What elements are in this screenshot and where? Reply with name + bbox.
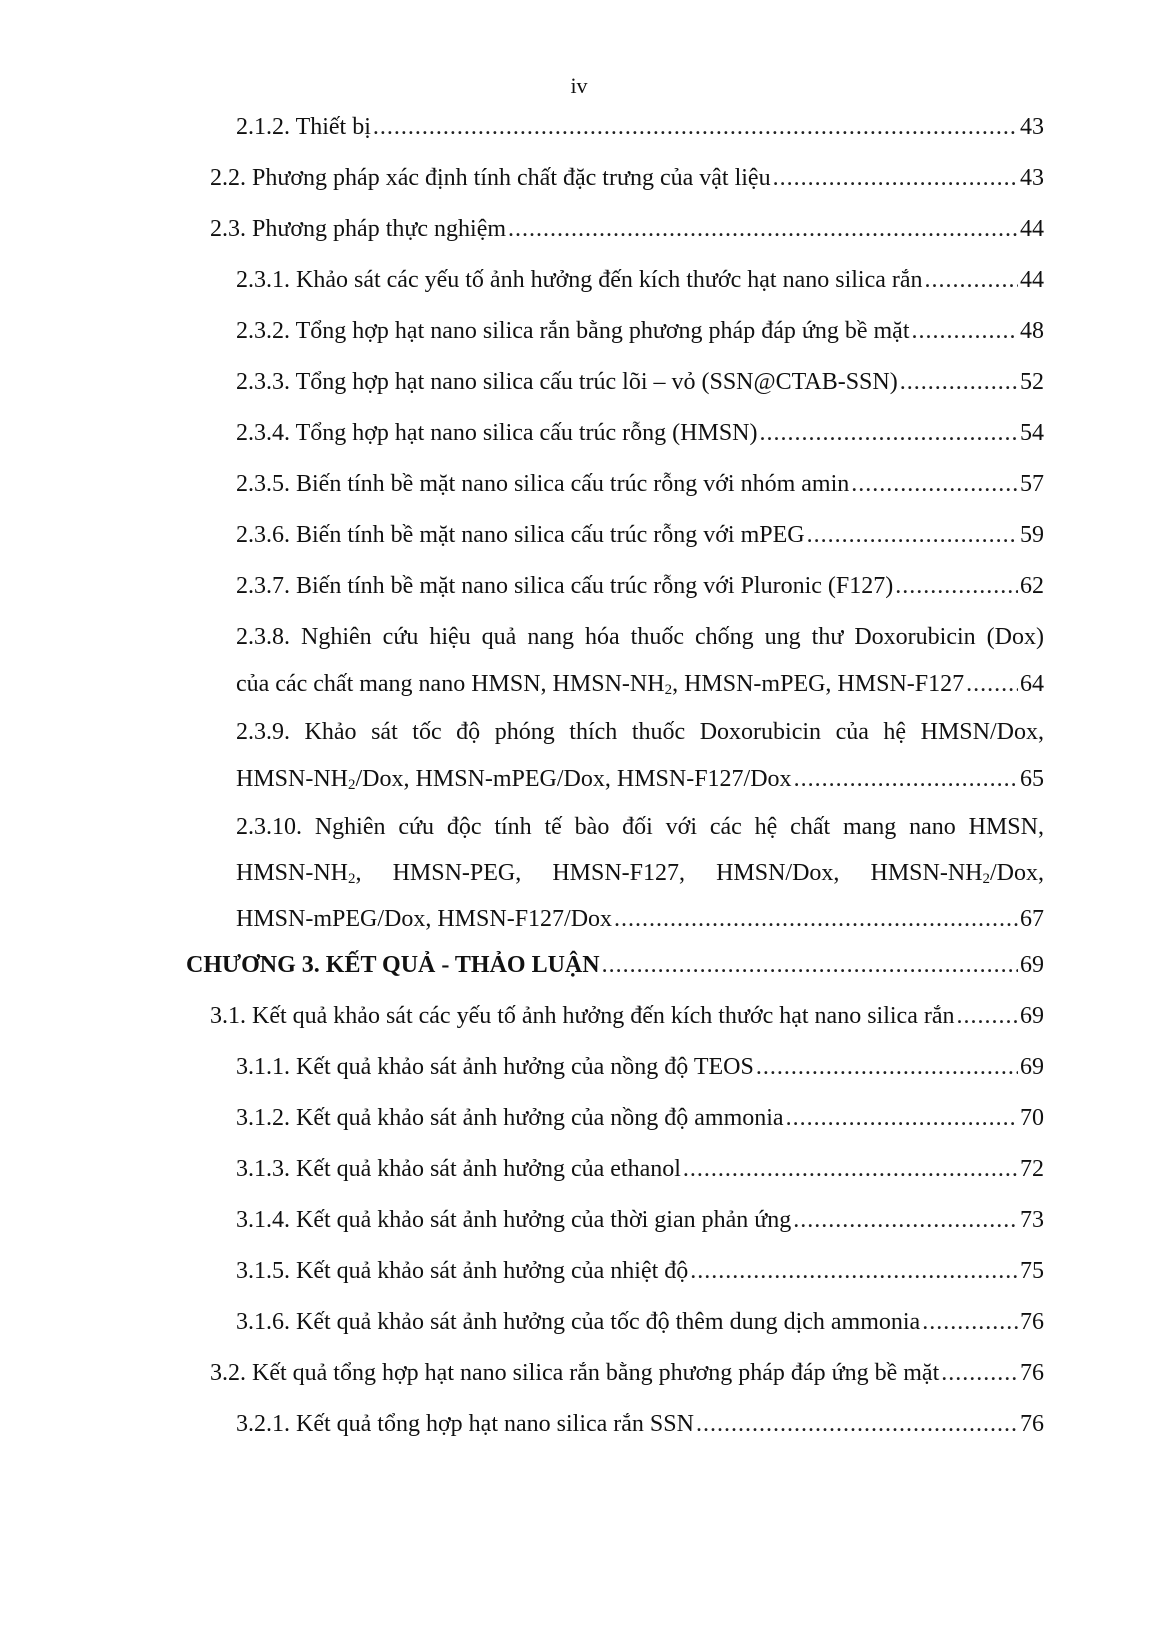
toc-entry-title: 3.1.5. Kết quả khảo sát ảnh hưởng của nhiệt độ (236, 1258, 689, 1284)
toc-entry[interactable] (210, 214, 1044, 244)
toc-entry[interactable] (236, 764, 1044, 794)
toc-entry[interactable] (236, 904, 1044, 934)
toc-text: , HMSN-PEG, HMSN-F127, HMSN/Dox, HMSN-NH (355, 860, 983, 886)
dot-leader (373, 112, 1018, 142)
toc-entry-title: 3.2.1. Kết quả tổng hợp hạt nano silica rắn SSN (236, 1411, 694, 1437)
toc-entry-page: 76 (1020, 1360, 1044, 1386)
toc-entry[interactable] (236, 418, 1044, 448)
toc-entry-title: 2.3.2. Tổng hợp hạt nano silica rắn bằng phương pháp đáp ứng bề mặt (236, 318, 910, 344)
toc-entry-title: 3.2. Kết quả tổng hợp hạt nano silica rắn bằng phương pháp đáp ứng bề mặt (210, 1360, 940, 1386)
toc-entry-title: 3.1.3. Kết quả khảo sát ảnh hưởng của ethanol (236, 1156, 681, 1182)
toc-entry-page: 59 (1020, 522, 1044, 548)
toc-entry-title (236, 764, 792, 794)
toc-chapter-entry[interactable] (186, 950, 1044, 980)
toc-entry-page: 76 (1020, 1411, 1044, 1437)
toc-entry[interactable] (236, 1409, 1044, 1439)
toc-text: /Dox, (990, 860, 1044, 886)
toc-entry-page: 52 (1020, 369, 1044, 395)
toc-entry[interactable] (210, 163, 1044, 193)
toc-entry-title: CHƯƠNG 3. KẾT QUẢ - THẢO LUẬN (186, 952, 600, 978)
page-number: iv (570, 73, 588, 98)
toc-entry[interactable] (210, 1358, 1044, 1388)
toc-entry-page: 75 (1020, 1258, 1044, 1284)
dot-leader (941, 1358, 1018, 1388)
toc-entry-page: 65 (1020, 766, 1044, 792)
toc-entry-line1[interactable]: 2.3.9. Khảo sát tốc độ phóng thích thuốc Doxorubicin của hệ HMSN/Dox, (236, 719, 1044, 745)
toc-entry[interactable] (236, 571, 1044, 601)
toc-entry-title: 2.3.3. Tổng hợp hạt nano silica cấu trúc lõi – vỏ (SSN@CTAB-SSN) (236, 369, 898, 395)
toc-entry[interactable] (236, 367, 1044, 397)
toc-entry-page: 67 (1020, 906, 1044, 932)
dot-leader (851, 469, 1018, 499)
subscript: 2 (348, 777, 356, 793)
toc-entry-title: 2.3.1. Khảo sát các yếu tố ảnh hưởng đến kích thước hạt nano silica rắn (236, 267, 923, 293)
toc-entry-title: 3.1.1. Kết quả khảo sát ảnh hưởng của nồng độ TEOS (236, 1054, 754, 1080)
toc-entry-title: 3.1.4. Kết quả khảo sát ảnh hưởng của thời gian phản ứng (236, 1207, 792, 1233)
toc-entry-page: 76 (1020, 1309, 1044, 1335)
toc-entry-title: 2.2. Phương pháp xác định tính chất đặc trưng của vật liệu (210, 165, 771, 191)
toc-entry-title: HMSN-mPEG/Dox, HMSN-F127/Dox (236, 906, 613, 932)
dot-leader (756, 1052, 1018, 1082)
toc-text: của các chất mang nano HMSN, HMSN-NH (236, 671, 665, 697)
toc-entry-page: 44 (1020, 267, 1044, 293)
toc-entry[interactable] (236, 112, 1044, 142)
toc-entry[interactable] (236, 1256, 1044, 1286)
toc-entry-line1[interactable]: 2.3.8. Nghiên cứu hiệu quả nang hóa thuốc chống ung thư Doxorubicin (Dox) (236, 624, 1044, 650)
dot-leader (794, 764, 1018, 794)
toc-entry[interactable] (236, 469, 1044, 499)
dot-leader (602, 950, 1018, 980)
dot-leader (690, 1256, 1018, 1286)
toc-entry-title: 2.3.5. Biến tính bề mặt nano silica cấu trúc rỗng với nhóm amin (236, 471, 850, 497)
dot-leader (807, 520, 1018, 550)
toc-entry[interactable] (236, 316, 1044, 346)
dot-leader (793, 1205, 1018, 1235)
dot-leader (759, 418, 1018, 448)
toc-entry-page: 43 (1020, 114, 1044, 140)
toc-entry-title: 2.3.4. Tổng hợp hạt nano silica cấu trúc rỗng (HMSN) (236, 420, 758, 446)
toc-entry[interactable] (236, 1103, 1044, 1133)
toc-entry-page: 64 (1020, 671, 1044, 697)
subscript: 2 (982, 871, 990, 887)
dot-leader (773, 163, 1018, 193)
dot-leader (895, 571, 1018, 601)
dot-leader (786, 1103, 1018, 1133)
subscript: 2 (664, 682, 673, 698)
toc-entry[interactable] (210, 1001, 1044, 1031)
toc-entry-title: 2.3. Phương pháp thực nghiệm (210, 216, 507, 242)
toc-entry[interactable] (236, 520, 1044, 550)
toc-entry-title: 2.1.2. Thiết bị (236, 114, 371, 140)
toc-entry-page: 73 (1020, 1207, 1044, 1233)
toc-entry-page: 43 (1020, 165, 1044, 191)
toc-entry-page: 48 (1020, 318, 1044, 344)
toc-entry-line1[interactable]: 2.3.10. Nghiên cứu độc tính tế bào đối với các hệ chất mang nano HMSN, (236, 814, 1044, 840)
toc-entry-title: 3.1. Kết quả khảo sát các yếu tố ảnh hưởng đến kích thước hạt nano silica rắn (210, 1003, 955, 1029)
toc-entry[interactable] (236, 1052, 1044, 1082)
toc-entry-title: 3.1.6. Kết quả khảo sát ảnh hưởng của tốc độ thêm dung dịch ammonia (236, 1309, 921, 1335)
toc-entry-page: 72 (1020, 1156, 1044, 1182)
dot-leader (966, 669, 1018, 699)
toc-text: HMSN-NH (236, 860, 349, 886)
subscript: 2 (348, 871, 356, 887)
toc-text: , HMSN-mPEG, HMSN-F127 (672, 671, 965, 697)
dot-leader (912, 316, 1019, 346)
toc-entry-page: 62 (1020, 573, 1044, 599)
toc-entry-page: 69 (1020, 952, 1044, 978)
dot-leader (925, 265, 1018, 295)
toc-entry-title: 3.1.2. Kết quả khảo sát ảnh hưởng của nồng độ ammonia (236, 1105, 784, 1131)
toc-entry-line2[interactable] (236, 858, 1044, 888)
dot-leader (683, 1154, 1018, 1184)
toc-entry-page: 69 (1020, 1054, 1044, 1080)
toc-entry[interactable] (236, 265, 1044, 295)
toc-text: HMSN-NH (236, 766, 349, 792)
toc-entry-page: 70 (1020, 1105, 1044, 1131)
dot-leader (922, 1307, 1018, 1337)
toc-entry-page: 57 (1020, 471, 1044, 497)
dot-leader (614, 904, 1018, 934)
toc-entry[interactable] (236, 1154, 1044, 1184)
dot-leader (508, 214, 1018, 244)
toc-entry-page: 54 (1020, 420, 1044, 446)
toc-entry[interactable] (236, 669, 1044, 699)
toc-text: /Dox, HMSN-mPEG/Dox, HMSN-F127/Dox (355, 766, 792, 792)
toc-entry-title: 2.3.6. Biến tính bề mặt nano silica cấu trúc rỗng với mPEG (236, 522, 805, 548)
dot-leader (696, 1409, 1018, 1439)
toc-entry-page: 44 (1020, 216, 1044, 242)
toc-entry-page: 69 (1020, 1003, 1044, 1029)
toc-entry[interactable] (236, 1205, 1044, 1235)
toc-entry[interactable] (236, 1307, 1044, 1337)
toc-entry-title (236, 669, 964, 699)
dot-leader (957, 1001, 1018, 1031)
toc-entry-title: 2.3.7. Biến tính bề mặt nano silica cấu trúc rỗng với Pluronic (F127) (236, 573, 894, 599)
dot-leader (900, 367, 1018, 397)
